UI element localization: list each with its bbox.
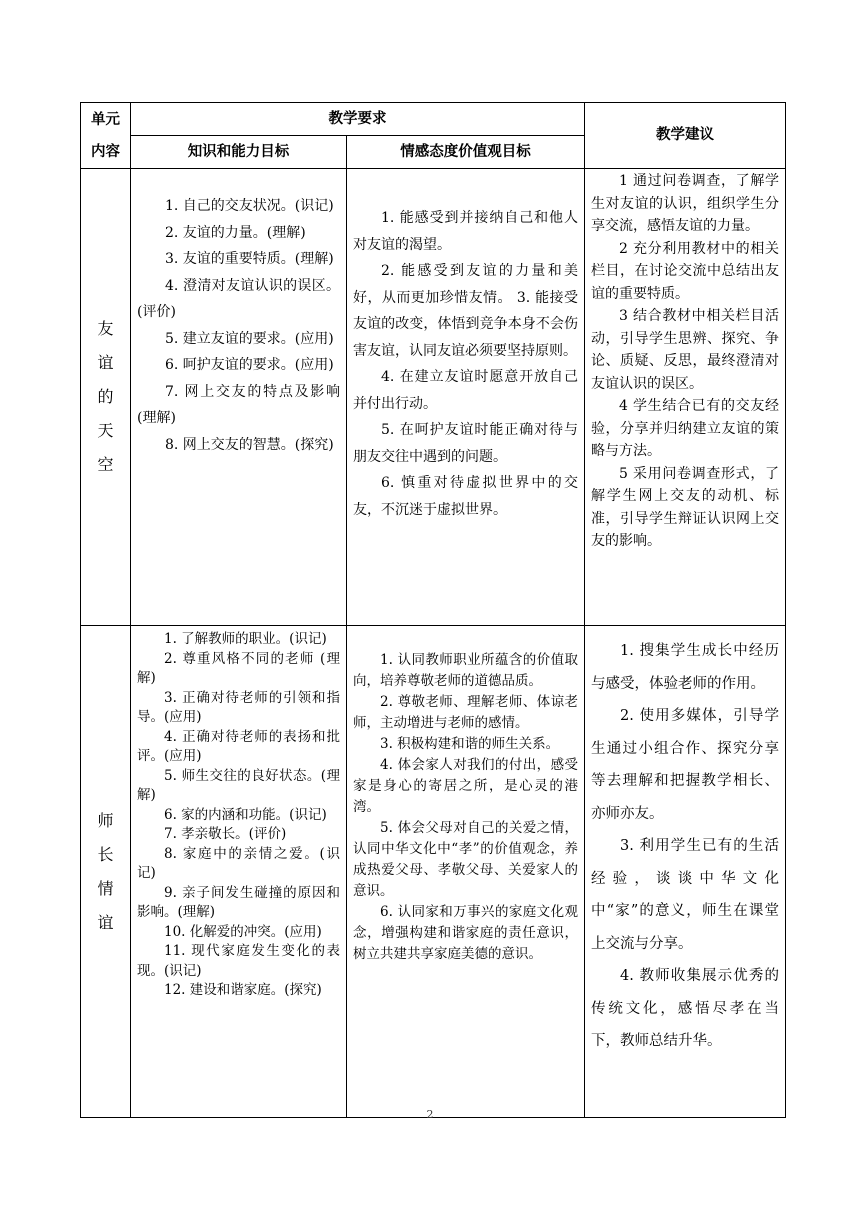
attitude-item: 1. 认同教师职业所蕴含的价值取向，培养尊敬老师的道德品质。 — [353, 652, 578, 689]
knowledge-item: 2. 尊重风格不同的老师 (理解) — [137, 650, 340, 686]
unit1-attitude — [353, 205, 578, 523]
unit-char: 友 — [97, 319, 114, 338]
suggestion-item: 4 学生结合已有的交友经验，分享并归纳建立友谊的策略与方法。 — [591, 398, 779, 459]
header-attitude: 情感态度价值观目标 — [400, 143, 531, 160]
knowledge-item: 7. 孝亲敬长。(评价) — [164, 826, 287, 842]
unit-char: 师 — [97, 810, 114, 830]
attitude-item: 5. 体会父母对自己的关爱之情，认同中华文化中“孝”的价值观念，养成热爱父母、孝敬父母、关爱家人的意识。 — [353, 820, 578, 899]
unit-char: 谊 — [97, 912, 114, 932]
knowledge-item: 3. 正确对待老师的引领和指导。(应用) — [137, 689, 340, 725]
knowledge-item: 5. 师生交往的良好状态。(理解) — [137, 767, 340, 803]
attitude-item: 5. 在呵护友谊时能正确对待与朋友交往中遇到的问题。 — [353, 422, 578, 465]
suggestion-item: 3 结合教材中相关栏目活动，引导学生思辨、探究、争论、质疑、反思，最终澄清对友谊认识的误区。 — [591, 308, 779, 392]
suggestion-item: 2 充分利用教材中的相关栏目，在讨论交流中总结出友谊的重要特质。 — [591, 240, 779, 302]
unit1-suggestions — [591, 170, 779, 553]
suggestion-item: 2. 使用多媒体，引导学生通过小组合作、探究分享等去理解和把握教学相长、亦师亦友。 — [591, 708, 779, 822]
suggestion-item: 1 通过问卷调查，了解学生对友谊的认识，组织学生分享交流，感悟友谊的力量。 — [591, 173, 779, 234]
header-unit-line2: 内容 — [91, 143, 120, 160]
unit2-knowledge — [137, 630, 340, 1001]
header-suggestions: 教学建议 — [656, 127, 714, 143]
unit1-knowledge — [137, 193, 340, 458]
suggestion-item: 3. 利用学生已有的生活经验，谈谈中华文化中“家”的意义，师生在课堂上交流与分享。 — [591, 838, 779, 952]
attitude-item: 1. 能感受到并接纳自己和他人对友谊的渴望。 — [353, 210, 578, 253]
attitude-item: 4. 在建立友谊时愿意开放自己并付出行动。 — [353, 369, 578, 412]
knowledge-item: 5. 建立友谊的要求。(应用) — [165, 330, 334, 347]
knowledge-item: 2. 友谊的力量。(理解) — [165, 224, 306, 241]
header-requirements: 教学要求 — [328, 110, 387, 127]
knowledge-item: 12. 建设和谐家庭。(探究) — [164, 982, 322, 998]
attitude-item: 6. 认同家和万事兴的家庭文化观念，增强构建和谐家庭的责任意识，树立共建共享家庭美德的意识。 — [353, 904, 578, 962]
unit2-attitude — [353, 650, 578, 965]
unit-char: 长 — [97, 844, 114, 864]
header-unit-line1: 单元 — [91, 111, 120, 128]
header-knowledge: 知识和能力目标 — [187, 143, 290, 160]
knowledge-item: 8. 网上交友的智慧。(探究) — [165, 436, 334, 453]
attitude-item: 6. 慎重对待虚拟世界中的交友，不沉迷于虚拟世界。 — [353, 475, 578, 518]
unit-name-2 — [81, 626, 130, 1117]
suggestion-item: 4. 教师收集展示优秀的传统文化，感悟尽孝在当下，教师总结升华。 — [591, 968, 779, 1049]
suggestion-item: 5 采用问卷调查形式，了解学生网上交友的动机、标准，引导学生辩证认识网上交友的影响。 — [591, 465, 779, 549]
knowledge-item: 7. 网上交友的特点及影响 (理解) — [137, 383, 340, 426]
knowledge-item: 4. 澄清对友谊认识的误区。(评价) — [137, 277, 340, 320]
unit-char: 天 — [97, 421, 114, 440]
knowledge-item: 8. 家庭中的亲情之爱。(识记) — [137, 845, 340, 881]
attitude-item: 4. 体会家人对我们的付出，感受家是身心的寄居之所，是心灵的港湾。 — [353, 757, 578, 815]
unit-char: 谊 — [97, 353, 114, 372]
knowledge-item: 6. 家的内涵和功能。(识记) — [164, 806, 327, 823]
knowledge-item: 3. 友谊的重要特质。(理解) — [165, 251, 334, 267]
knowledge-item: 11. 现代家庭发生变化的表现。(识记) — [137, 943, 340, 979]
knowledge-item: 9. 亲子间发生碰撞的原因和影响。(理解) — [137, 884, 340, 920]
attitude-item: 2. 能感受到友谊的力量和美好，从而更加珍惜友情。 3. 能接受友谊的改变，体悟到竞争本身不会伤害友谊，认同友谊必须要坚持原则。 — [353, 263, 578, 359]
unit-char: 情 — [97, 878, 114, 898]
knowledge-item: 6. 呵护友谊的要求。(应用) — [165, 357, 334, 373]
suggestion-item: 1. 搜集学生成长中经历与感受，体验老师的作用。 — [591, 643, 779, 692]
knowledge-item: 4. 正确对待老师的表扬和批评。(应用) — [137, 728, 340, 764]
page-number: 2 — [426, 1108, 434, 1121]
unit-name-1 — [81, 169, 130, 625]
attitude-item: 2. 尊敬老师、理解老师、体谅老师，主动增进与老师的感情。 — [353, 694, 578, 731]
knowledge-item: 1. 自己的交友状况。(识记) — [165, 198, 334, 214]
unit-char: 的 — [97, 387, 114, 406]
unit-char: 空 — [97, 455, 114, 474]
attitude-item: 3. 积极构建和谐的师生关系。 — [380, 736, 560, 752]
header-unit — [81, 103, 130, 168]
unit2-suggestions — [591, 635, 779, 1058]
knowledge-item: 1. 了解教师的职业。(识记) — [164, 631, 327, 647]
knowledge-item: 10. 化解爱的冲突。(应用) — [164, 923, 322, 940]
